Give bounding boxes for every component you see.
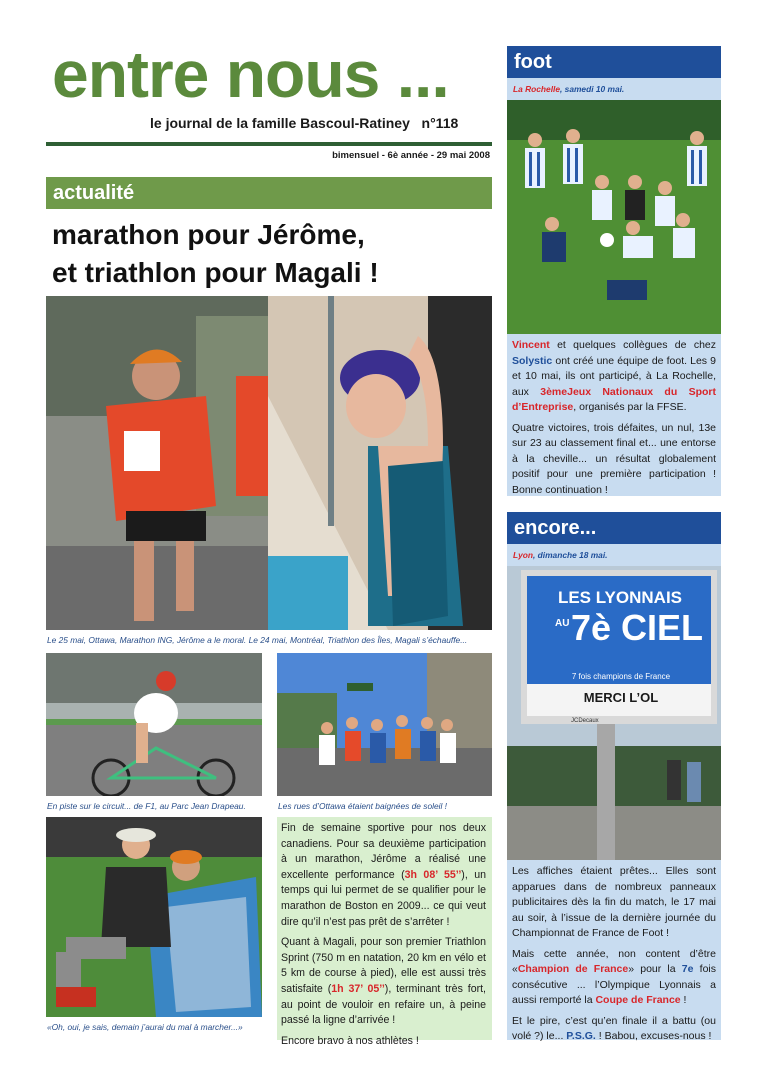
section-bar-foot: foot xyxy=(507,46,721,78)
photo-marathon-runner xyxy=(46,296,268,630)
billboard-small-text: 7 fois champions de France xyxy=(571,672,671,681)
headline-line2: et triathlon pour Magali ! xyxy=(52,257,379,288)
photo-billboard xyxy=(507,566,721,860)
marathon-time: 3h 08’ 55’’ xyxy=(404,868,462,881)
headline xyxy=(52,216,492,292)
article-marathon-triathlon xyxy=(277,817,492,1047)
issue-info: bimensuel - 6è année - 29 mai 2008 xyxy=(332,150,490,161)
caption-triathlon: Le 24 mai, Montréal, Triathlon des Îles, Magali s’échauffe... xyxy=(248,635,468,645)
caption-marathon: Le 25 mai, Ottawa, Marathon ING, Jérôme a le moral. xyxy=(47,635,247,645)
caption-bike: En piste sur le circuit... de F1, au Parc Jean Drapeau. xyxy=(47,801,246,811)
billboard-headline: LES LYONNAIS xyxy=(557,588,683,607)
encore-article xyxy=(507,860,721,1040)
headline-line1: marathon pour Jérôme, xyxy=(52,219,365,250)
encore-date: Lyon, dimanche 18 mai. xyxy=(513,550,608,560)
foot-subheader xyxy=(507,78,721,100)
masthead-divider xyxy=(46,142,492,146)
foot-article xyxy=(507,334,721,496)
issue-number: n°118 xyxy=(421,115,459,131)
photo-ottawa-streets xyxy=(277,653,492,796)
billboard-merci: MERCI L’OL xyxy=(583,690,659,705)
caption-main-photos xyxy=(47,635,467,646)
section-bar-actualite: actualité xyxy=(46,177,492,209)
triathlon-time: 1h 37’ 05’’ xyxy=(331,982,385,995)
photo-triathlon-swimmer xyxy=(268,296,492,630)
billboard-big-text: 7è CIEL xyxy=(571,607,704,648)
encore-paragraph-3: Et le pire, c’est qu’en finale il a battu (ou volé ?) le... P.S.G. ! Babou, excuses-nous ! xyxy=(512,1014,716,1042)
photo-foot-team xyxy=(507,100,721,334)
foot-paragraph-2: Quatre victoires, trois défaites, un nul, 13e sur 23 au classement final et... une entorse à la cheville... un résultat globalement positif pour une première participation ! Bonne continuation ! xyxy=(512,421,716,496)
photo-bike xyxy=(46,653,262,796)
foot-paragraph-1: Vincent et quelques collègues de chez Solystic ont créé une équipe de foot. Les 9 et 10 mai, ils ont participé, à La Rochelle, aux 3èmeJeux Nationaux du Sport d’Entreprise, organisés par la FFSE. xyxy=(512,339,716,413)
masthead-subtitle xyxy=(150,114,490,132)
section-bar-encore: encore... xyxy=(507,512,721,544)
foot-date: La Rochelle, samedi 10 mai. xyxy=(513,84,625,94)
journal-name: le journal de la famille Bascoul-Ratiney xyxy=(150,115,410,131)
article-paragraph-2: Quant à Magali, pour son premier Triathlon Sprint (750 m en natation, 20 km en vélo et 5 km de course à pied), elle est aussi très satisfaite (1h 37’ 05’’), terminant très fort, au point de vouloir en refaire un, à peine passé la ligne d’arrivée ! xyxy=(281,936,487,1027)
masthead-title: entre nous ... xyxy=(52,37,449,111)
caption-couple: «Oh, oui, je sais, demain j’aurai du mal à marcher...» xyxy=(47,1022,243,1032)
photo-couple xyxy=(46,817,262,1017)
encore-paragraph-1: Les affiches étaient prêtes... Elles sont apparues dans de nombreux panneaux publicitaires dès la fin du match, le 17 mai au soir, à l’issue de la dernière journée du Championnat de France de Foot ! xyxy=(512,865,716,939)
article-paragraph-1: Fin de semaine sportive pour nos deux canadiens. Pour sa deuxième participation à un marathon, Jérôme a réalisé une excellente performance (3h 08’ 55’’), un temps qui lui permet de se qualifier pour le marathon de Boston en 2009... ce qui veut dire qu’il n’est pas prêt de s’arrêter ! xyxy=(281,822,487,928)
encore-paragraph-2: Mais cette année, non content d’être «Champion de France» pour la 7e fois consécutive ... l’Olympique Lyonnais a aussi remporté la Coupe de France ! xyxy=(512,947,716,1006)
billboard-brand: JCDecaux xyxy=(571,718,599,724)
encore-subheader xyxy=(507,544,721,566)
article-paragraph-3: Encore bravo à nos athlètes ! xyxy=(281,1034,419,1047)
billboard-au: AU xyxy=(555,618,570,629)
caption-streets: Les rues d’Ottawa étaient baignées de soleil ! xyxy=(278,801,448,811)
